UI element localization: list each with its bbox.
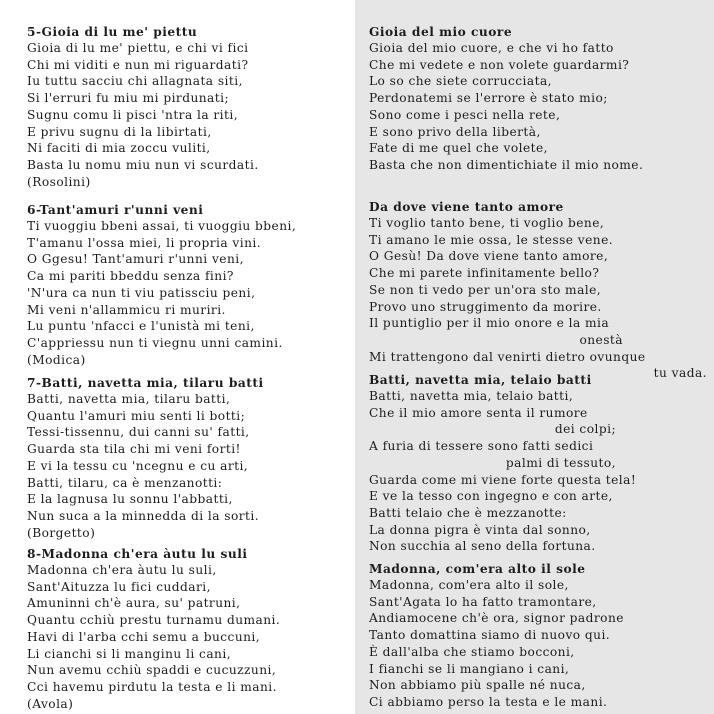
poem-line: C'appriessu nun ti viegnu unni camini.	[27, 335, 283, 350]
poem-title: 8-Madonna ch'era àutu lu suli	[27, 547, 248, 561]
poem-source: (Avola)	[27, 696, 74, 711]
poem-line: Perdonatemi se l'errore è stato mio;	[369, 91, 608, 106]
poem-line: Si l'erruri fu miu mi pirdunati;	[27, 91, 230, 106]
poem-line: Che mi parete infinitamente bello?	[369, 266, 600, 281]
poem-7-italian	[369, 372, 711, 555]
poem-line: Batti telaio che è mezzanotte:	[369, 505, 567, 520]
poem-line: Basta lu nomu miu nun vi scurdati.	[27, 157, 259, 172]
italian-column	[355, 0, 714, 714]
poem-line: Quantu l'amuri miu senti li botti;	[27, 408, 246, 423]
poem-line: Che mi vedete e non volete guardarmi?	[369, 57, 630, 72]
poem-line: O Gesù! Da dove viene tanto amore,	[369, 249, 609, 264]
poem-line: E ve la tesso con ingegno e con arte,	[369, 489, 613, 504]
poem-line: Basta che non dimentichiate il mio nome.	[369, 157, 644, 172]
poem-line: Chi mi viditi e nun mi riguardati?	[27, 57, 249, 72]
poem-line: Ci abbiamo perso la testa e le mani.	[369, 694, 608, 709]
poem-line: tu vada.	[653, 366, 707, 381]
poem-line: Tanto domattina siamo di nuovo qui.	[369, 628, 611, 643]
poem-title: Da dove viene tanto amore	[369, 200, 564, 214]
poem-line: Non succhia al seno della fortuna.	[369, 539, 596, 554]
poem-title: Madonna, com'era alto il sole	[369, 562, 586, 576]
poem-line: Ti voglio tanto bene, ti voglio bene,	[369, 216, 605, 230]
poem-5-italian	[369, 24, 711, 174]
poem-line: E vi la tessu cu 'ncegnu e cu arti,	[27, 458, 249, 473]
poem-line: dei colpi;	[554, 422, 616, 437]
poem-line: Amuninni ch'è aura, su' patruni,	[27, 596, 241, 611]
poem-line: Sant'Agata lo ha fatto tramontare,	[369, 594, 597, 609]
poem-line: T'amanu l'ossa miei, li propria vini.	[27, 235, 262, 250]
poem-line: Se non ti vedo per un'ora sto male,	[369, 282, 602, 297]
poem-line: Ti amano le mie ossa, le stesse vene.	[369, 232, 614, 247]
poem-line: Cci havemu pirdutu la testa e li mani.	[27, 679, 277, 694]
poem-line: Batti, navetta mia, telaio batti,	[369, 389, 574, 403]
poem-line: Nun suca a la minnedda di la sorti.	[27, 508, 260, 523]
poem-line: Sugnu comu li pisci 'ntra la riti,	[27, 107, 239, 122]
poem-line: La donna pigra è vinta dal sonno,	[369, 522, 591, 537]
poem-line: Mi trattengono dal venirti dietro ovunque	[369, 349, 646, 364]
poem-line: Guarda come mi viene forte questa tela!	[369, 472, 637, 487]
poem-line: palmi di tessuto,	[505, 455, 616, 470]
poem-line: Batti, tilaru, ca è menzanotti:	[27, 475, 223, 490]
poem-line: Sono come i pesci nella rete,	[369, 107, 561, 122]
poem-line: Mi veni n'allammicu ri muriri.	[27, 302, 226, 317]
poem-line: Iu tuttu sacciu chi allagnata siti,	[27, 74, 243, 89]
poem-line: Lo so che siete corrucciata,	[369, 74, 552, 89]
poem-line: E la lagnusa lu sonnu l'abbatti,	[27, 492, 233, 507]
poem-line: Fate di me quel che volete,	[369, 141, 548, 156]
poem-8-sicilian	[27, 546, 353, 712]
poem-line: È dall'alba che stiamo bocconi,	[369, 644, 575, 659]
poem-line: Il puntiglio per il mio onore e la mia	[369, 316, 610, 331]
poem-line: E privu sugnu di la libirtati,	[27, 124, 212, 139]
poem-line: Li cianchi si li manginu li cani,	[27, 646, 232, 661]
poem-line: Madonna ch'era àutu lu suli,	[27, 563, 217, 577]
poem-source: (Rosolini)	[27, 174, 91, 189]
poem-line: Ni faciti di mia zoccu vuliti,	[27, 141, 211, 156]
poem-line: Lu puntu 'nfacci e l'unistà mi teni,	[27, 319, 255, 334]
poem-line: Nun avemu cchiù spaddi e cucuzzuni,	[27, 663, 277, 678]
poem-title: Batti, navetta mia, telaio batti	[369, 373, 592, 387]
poem-line: Havi di l'arba cchi semu a buccuni,	[27, 629, 261, 644]
poem-line: Sant'Aituzza lu fici cuddari,	[27, 579, 211, 594]
poem-line: O Ggesu! Tant'amuri r'unni veni,	[27, 252, 244, 267]
poem-line: Che il mio amore senta il rumore	[369, 405, 588, 420]
poem-source: (Modica)	[27, 352, 86, 367]
poem-line: onestà	[579, 332, 623, 347]
poem-line: Tessi-tissennu, dui canni su' fatti,	[27, 425, 250, 440]
poem-title: 5-Gioia di lu me' piettu	[27, 25, 198, 39]
poem-7-sicilian	[27, 375, 353, 541]
poem-line: Non abbiamo più spalle né nuca,	[369, 678, 586, 693]
poem-line: Andiamocene ch'è ora, signor padrone	[369, 611, 624, 626]
poem-line: Ti vuoggiu bbeni assai, ti vuoggiu bbeni,	[27, 219, 297, 233]
poem-title: Gioia del mio cuore	[369, 25, 513, 39]
poem-line: Gioia del mio cuore, e che vi ho fatto	[369, 41, 614, 55]
poem-title: 6-Tant'amuri r'unni veni	[27, 203, 204, 217]
poem-line: Madonna, com'era alto il sole,	[369, 578, 569, 592]
poem-line: Ca mi pariti bbeddu senza fini?	[27, 269, 234, 284]
poem-source: (Borgetto)	[27, 525, 96, 540]
poem-line: E sono privo della libertà,	[369, 124, 541, 139]
sicilian-column	[0, 0, 355, 714]
poem-line: Guarda sta tila chi mi veni forti!	[27, 442, 241, 457]
poem-title: 7-Batti, navetta mia, tilaru batti	[27, 376, 264, 390]
poem-6-sicilian	[27, 202, 353, 368]
poem-8-italian	[369, 561, 711, 711]
poem-line: Batti, navetta mia, tilaru batti,	[27, 392, 231, 406]
poem-line: I fianchi se li mangiano i cani,	[369, 661, 570, 676]
poem-6-italian	[369, 199, 711, 382]
poem-line: Gioia di lu me' piettu, e chi vi fici	[27, 41, 249, 55]
poem-line: A furia di tessere sono fatti sedici	[369, 439, 594, 454]
poem-line: Provo uno struggimento da morire.	[369, 299, 602, 314]
poem-5-sicilian	[27, 24, 353, 190]
poem-line: 'N'ura ca nun ti viu patissciu peni,	[27, 285, 256, 300]
poem-line: Quantu cchiù prestu turnamu dumani.	[27, 613, 281, 628]
